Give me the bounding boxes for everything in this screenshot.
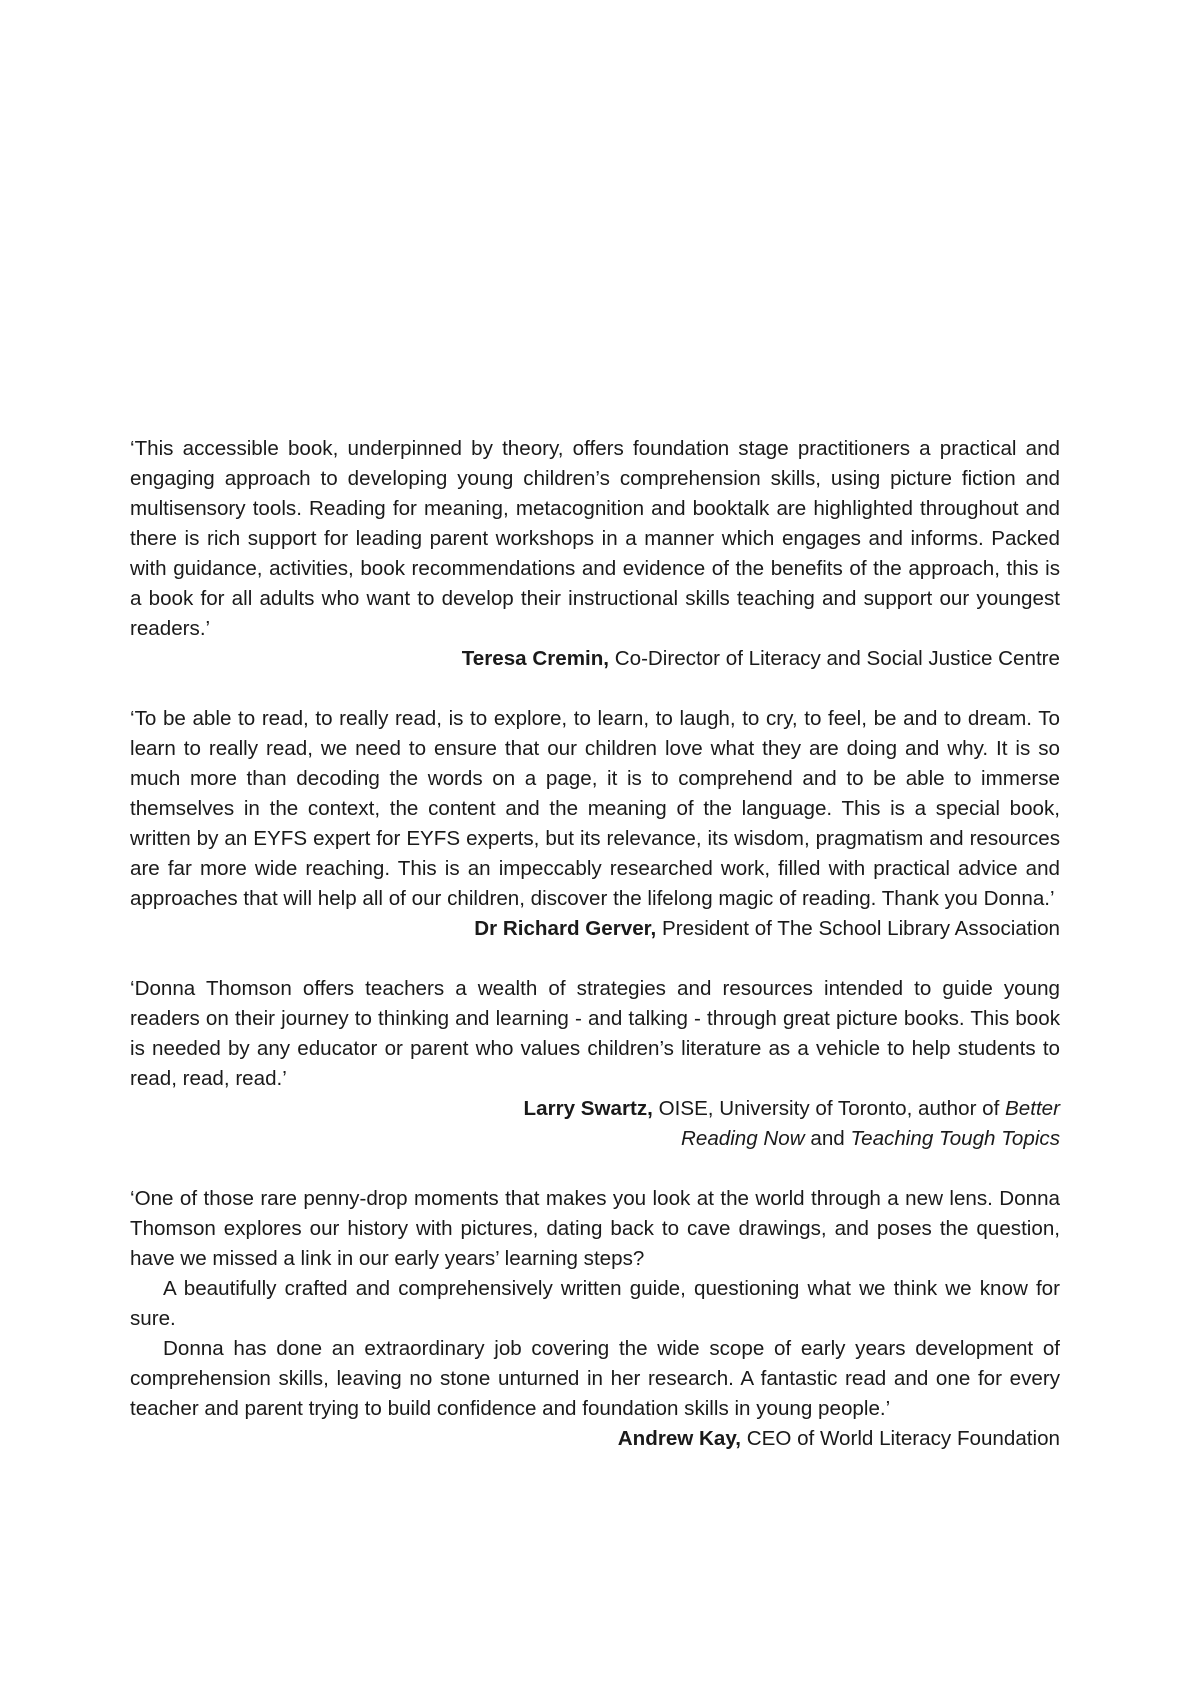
testimonial-quote-gerver [130, 704, 1060, 914]
attribution-cremin [130, 644, 1060, 674]
quote-paragraph: Donna has done an extraordinary job covering the wide scope of early years development of comprehension skills, leaving no stone unturned in her research. A fantastic read and one for every teacher and parent trying to build confidence and foundation skills in young people.’ [130, 1337, 1060, 1420]
attribution-name: Dr Richard Gerver, [474, 917, 657, 940]
book-title: Reading Now [681, 1127, 805, 1150]
quote-paragraph: ‘This accessible book, underpinned by theory, offers foundation stage practitioners a practical and engaging approach to developing young children’s comprehension skills, using picture fiction and multisensory tools. Reading for meaning, metacognition and booktalk are highlighted throughout and there is rich support for leading parent workshops in a manner which engages and informs. Packed with guidance, activities, book recommendations and evidence of the benefits of the approach, this is a book for all adults who want to develop their instructional skills teaching and support our youngest readers.’ [130, 437, 1060, 640]
conjunction: and [804, 1127, 851, 1150]
attribution-role: CEO of World Literacy Foundation [741, 1427, 1060, 1450]
attribution-role: Co-Director of Literacy and Social Justice Centre [609, 647, 1060, 670]
quote-paragraph: A beautifully crafted and comprehensively written guide, questioning what we think we know for sure. [130, 1277, 1060, 1330]
attribution-swartz [130, 1094, 1060, 1154]
quote-paragraph: ‘Donna Thomson offers teachers a wealth of strategies and resources intended to guide young readers on their journey to thinking and learning - and talking - through great picture books. This book is needed by any educator or parent who values children’s literature as a vehicle to help students to read, read, read.’ [130, 977, 1060, 1090]
attribution-role: OISE, University of Toronto, author of [652, 1097, 1006, 1120]
attribution-name: Larry Swartz, [523, 1097, 653, 1120]
testimonial-quote-swartz [130, 974, 1060, 1094]
quote-paragraph: ‘To be able to read, to really read, is to explore, to learn, to laugh, to cry, to feel, be and to dream. To learn to really read, we need to ensure that our children love what they are doing and why. It is so much more than decoding the words on a page, it is to comprehend and to be able to immerse themselves in the context, the content and the meaning of the language. This is a special book, written by an EYFS expert for EYFS experts, but its relevance, its wisdom, pragmatism and resources are far more wide reaching. This is an impeccably researched work, filled with practical advice and approaches that will help all of our children, discover the lifelong magic of reading. Thank you Donna.’ [130, 707, 1060, 910]
attribution-name: Andrew Kay, [617, 1427, 742, 1450]
spacer [130, 944, 1060, 974]
attribution-role: President of The School Library Association [656, 917, 1060, 940]
attribution-gerver [130, 914, 1060, 944]
attribution-name: Teresa Cremin, [461, 647, 610, 670]
attribution-kay [130, 1424, 1060, 1454]
testimonial-quote-cremin [130, 434, 1060, 644]
testimonial-quote-kay [130, 1184, 1060, 1424]
spacer [130, 1154, 1060, 1184]
spacer [130, 674, 1060, 704]
testimonials-page [130, 434, 1060, 1454]
book-title: Teaching Tough Topics [850, 1127, 1060, 1150]
quote-paragraph: ‘One of those rare penny-drop moments that makes you look at the world through a new lens. Donna Thomson explores our history with pictures, dating back to cave drawings, and poses the question, have we missed a link in our early years’ learning steps? [130, 1187, 1060, 1270]
book-title: Better [1005, 1097, 1060, 1120]
